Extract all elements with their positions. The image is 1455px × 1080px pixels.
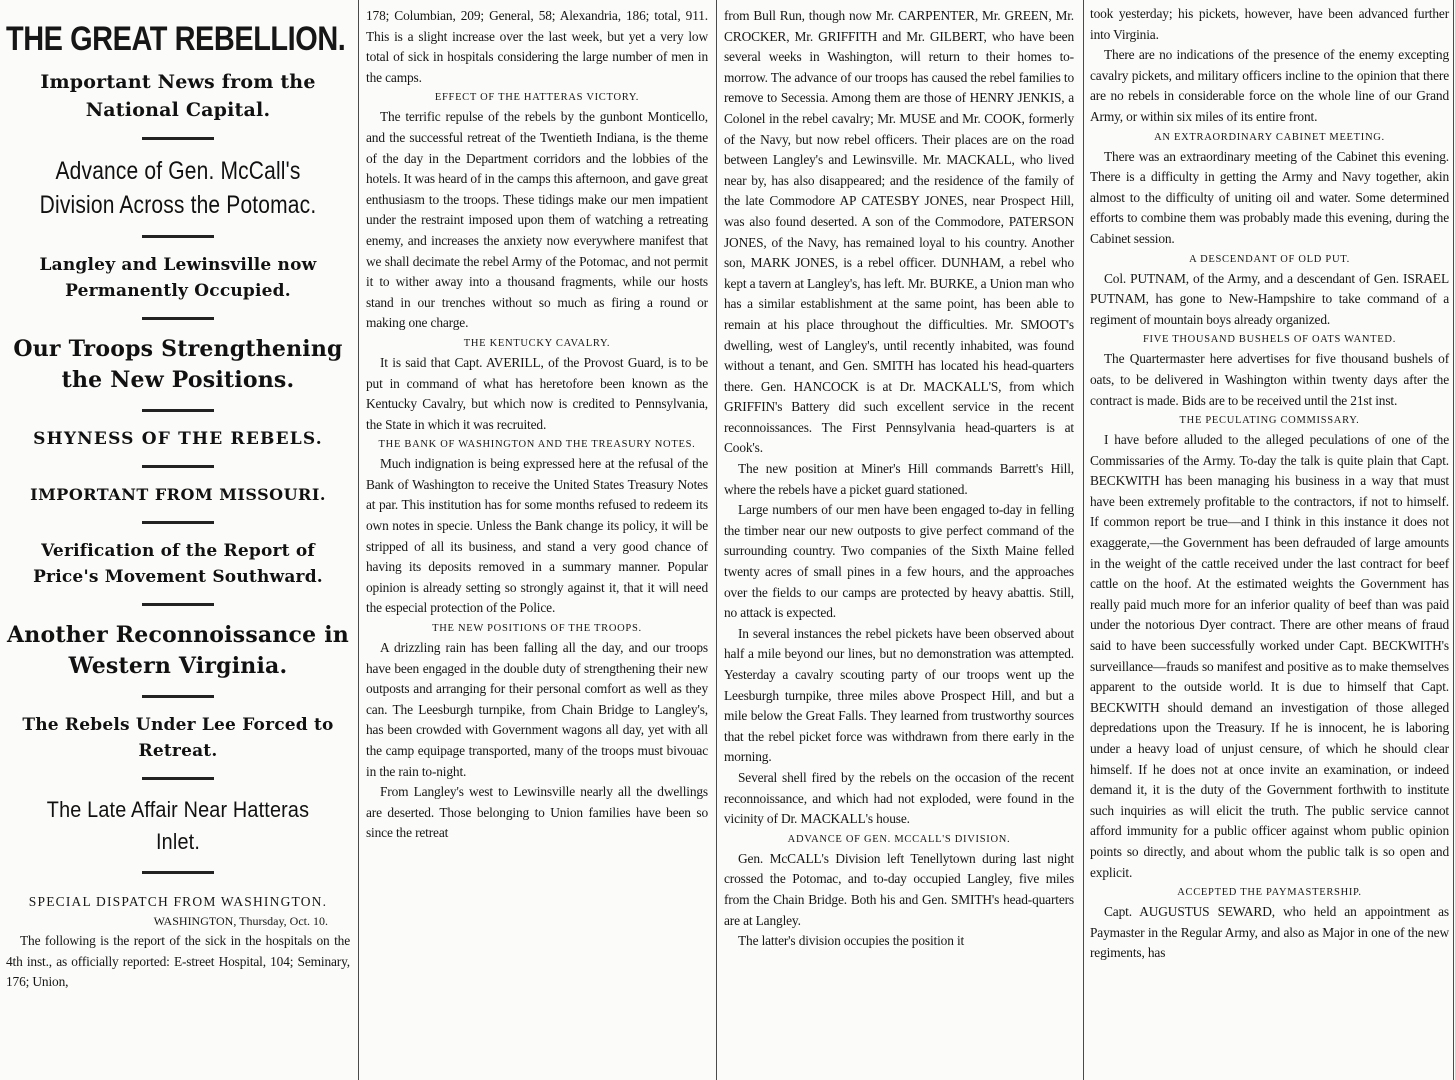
headline-9: The Rebels Under Lee Forced to Retreat. — [22, 715, 334, 761]
section-heading: ADVANCE OF GEN. MCCALL'S DIVISION. — [787, 833, 1011, 845]
section-heading: ACCEPTED THE PAYMASTERSHIP. — [1177, 887, 1362, 899]
article-paragraph: Large numbers of our men have been engaged to-day in felling the timber near our new outposts to give perfect command of the surrounding country. Two companies of the Sixth Maine felled twenty acres of small pines in a few hours, and the approaches over the fields to our camps are protected by heavy abattis. Still, no attack is expected. — [724, 502, 1074, 621]
article-paragraph: From Langley's west to Lewinsville nearly all the dwellings are deserted. Those belonging to Union families have been so since the retreat — [366, 784, 708, 841]
section-heading: A DESCENDANT OF OLD PUT. — [1189, 253, 1350, 265]
article-paragraph: There are no indications of the presence of the enemy excepting cavalry pickets, and military officers incline to the opinion that there are no rebels in considerable force on the whole line of our Grand Army, or within six miles of its entire front. — [1090, 47, 1449, 124]
article-paragraph: Several shell fired by the rebels on the occasion of the recent reconnoissance, and which had not exploded, were found in the vicinity of Dr. MACKALL's house. — [724, 769, 1074, 827]
column-rule-3 — [1083, 0, 1084, 1080]
headline-5: SHYNESS OF THE REBELS. — [33, 429, 323, 449]
article-paragraph: The new position at Miner's Hill commands Barrett's Hill, where the rebels have a picket guard stationed. — [724, 461, 1074, 497]
column-3 — [720, 0, 1080, 1080]
column-rule-1 — [358, 0, 359, 1080]
article-paragraph: The terrific repulse of the rebels by the gunbont Monticello, and the successful retreat of the Twentieth Indiana, is the theme of the day in the Department corridors and the lobbies of the hotels. It was heard of in the camps this afternoon, and gave great enthusiasm to the troops. These tidings make our men impatient under the restraint imposed upon them of watching a retreating enemy, and increases the anxiety now everywhere manifest that we shall decimate the rebel Army of the Potomac, and not permit it to wither away into a thousand fragments, while our hosts stand in our trenches without so much as firing a round or making one charge. — [366, 109, 708, 331]
headline-7: Verification of the Report of Price's Movement Southward. — [33, 541, 323, 587]
column-1 — [0, 0, 356, 1080]
headline-divider — [142, 317, 214, 320]
main-title: THE GREAT REBELLION. — [6, 20, 346, 58]
section-heading: THE KENTUCKY CAVALRY. — [463, 337, 611, 349]
column-4 — [1086, 0, 1455, 1080]
section-heading: AN EXTRAORDINARY CABINET MEETING. — [1154, 131, 1385, 143]
article-paragraph: 178; Columbian, 209; General, 58; Alexandria, 186; total, 911. This is a slight increase over the last week, but yet a very low total of sick in hospitals considering the large number of men in the camps. — [366, 8, 708, 85]
headline-3: Langley and Lewinsville now Permanently Occupied. — [39, 255, 317, 301]
headline-8: Another Reconnoissance in Western Virginia. — [7, 622, 349, 679]
headline-4: Our Troops Strengthening the New Positions. — [13, 336, 343, 393]
dispatch-heading: SPECIAL DISPATCH FROM WASHINGTON. — [28, 894, 328, 909]
headline-divider — [142, 777, 214, 780]
article-paragraph: The following is the report of the sick in the hospitals on the 4th inst., as officially reported: E-street Hospital, 104; Seminary, 176; Union, — [6, 933, 350, 990]
section-heading: THE BANK OF WASHINGTON AND THE TREASURY NOTES. — [378, 439, 696, 451]
headline-6: IMPORTANT FROM MISSOURI. — [30, 485, 326, 504]
article-paragraph: Gen. McCALL's Division left Tenellytown during last night crossed the Potomac, and to-day occupied Langley, five miles from the Chain Bridge. Both his and Gen. SMITH's head-quarters are at Langley. — [724, 850, 1074, 928]
headline-1: Important News from the National Capital. — [40, 71, 316, 121]
article-paragraph: took yesterday; his pickets, however, have been advanced further into Virginia. — [1090, 6, 1449, 42]
headline-divider — [142, 521, 214, 524]
section-heading: THE NEW POSITIONS OF THE TROOPS. — [432, 623, 642, 635]
article-paragraph: In several instances the rebel pickets have been observed about half a mile beyond our lines, but no demonstration was attempted. Yesterday a cavalry scouting party of our troops went up the Leesburgh turnpike, three miles above Prospect Hill, and but a mile below the Great Falls. They learned from trustworthy sources that the rebel picket force was withdrawn from there early in the morning. — [724, 625, 1074, 765]
dateline: WASHINGTON, Thursday, Oct. 10. — [153, 914, 328, 928]
headline-divider — [142, 871, 214, 874]
article-paragraph: Capt. AUGUSTUS SEWARD, who held an appointment as Paymaster in the Regular Army, and also as Major in one of the new regiments, has — [1090, 904, 1449, 961]
column-2 — [362, 0, 714, 1080]
article-paragraph: A drizzling rain has been falling all the day, and our troops have been engaged in the double duty of strengthening their new outposts and arranging for their personal comfort as well as they can. The Leesburgh turnpike, from Chain Bridge to Langley's, has been crowded with Government wagons all day, yet with all the camp equipage transported, many of the troops must bivouac in the rain to-night. — [366, 640, 708, 779]
section-heading: EFFECT OF THE HATTERAS VICTORY. — [434, 92, 640, 104]
section-heading: FIVE THOUSAND BUSHELS OF OATS WANTED. — [1142, 334, 1397, 346]
headline-divider — [142, 137, 214, 140]
article-paragraph: There was an extraordinary meeting of the Cabinet this evening. There is a difficulty in getting the Army and Navy together, akin almost to the difficulty of uniting oil and water. Some determined efforts to combine them was probably made this evening, during the Cabinet session. — [1090, 148, 1449, 246]
article-paragraph: It is said that Capt. AVERILL, of the Provost Guard, is to be put in command of what has heretofore been known as the Kentucky Cavalry, but which now is credited to Pennsylvania, the State in which it was recruited. — [366, 354, 708, 432]
section-heading: THE PECULATING COMMISSARY. — [1179, 415, 1360, 427]
headline-divider — [142, 603, 214, 606]
column-rule-2 — [716, 0, 717, 1080]
headline-2: Advance of Gen. McCall's Division Across the Potomac. — [39, 157, 317, 219]
article-paragraph: from Bull Run, though now Mr. CARPENTER, Mr. GREEN, Mr. CROCKER, Mr. GRIFFITH and Mr. GILBERT, who have been several weeks in Washington, will return to their homes to-morrow. The advance of our troops has caused the rebel families to remove to Secessia. Among them are those of HENRY JENKIS, a Colonel in the rebel cavalry; Mr. MUSE and Mr. COOK, formerly of the Navy, but now rebel officers. Their places are on the road between Langley's and Lewinsville. Mr. MACKALL, who lived near by, has also disappeared; and the residence of the family of the late Commodore AP CATESBY JONES, near Prospect Hill, was also found deserted. A son of the Commodore, PATERSON JONES, of the Navy, has remained loyal to his country. Another son, MARK JONES, is a rebel officer. DUNHAM, a rebel who kept a tavern at Langley's, has left. Mr. BURKE, a Union man who has a similar establishment at the same point, has been able to remain at his place throughout the difficulties. Mr. SMOOT's dwelling, west of Langley's, until recently inhabited, was found without a tenant, and Gen. SMITH has located his head-quarters there. Gen. HANCOCK is at Dr. MACKALL'S, from which GRIFFIN's Battery did such excellent service in the recent reconnoissances. The First Pennsylvania head-quarters is at Cook's. — [724, 8, 1074, 456]
headline-divider — [142, 465, 214, 468]
article-paragraph: The latter's division occupies the position it — [738, 933, 965, 949]
headline-divider — [142, 695, 214, 698]
headline-divider — [142, 235, 214, 238]
article-paragraph: Much indignation is being expressed here at the refusal of the Bank of Washington to receive the United States Treasury Notes at par. This institution has for some months refused to redeem its own notes in specie. Unless the Bank change its policy, it will be stripped of all its business, and stand a very good chance of having its deposits removed in a summary manner. Popular opinion is already setting so strongly against it, that it will need the especial protection of the Police. — [366, 456, 708, 616]
headline-10: The Late Affair Near Hatteras Inlet. — [46, 797, 310, 854]
article-paragraph: The Quartermaster here advertises for five thousand bushels of oats, to be delivered in Washington within twenty days after the contract is made. Bids are to be received until the 21st inst. — [1090, 351, 1449, 408]
article-paragraph: Col. PUTNAM, of the Army, and a descendant of Gen. ISRAEL PUTNAM, has gone to New-Hampshire to take command of a regiment of mountain boys already organized. — [1090, 270, 1449, 327]
article-paragraph: I have before alluded to the alleged peculations of one of the Commissaries of the Army. To-day the talk is quite plain that Capt. BECKWITH has been managing his business in a way that must have been extremely profitable to the contractors, if not to himself. If common report be true—and I think in this instance it does not exaggerate,—the Government has been defrauded of large amounts in the weight of the cattle received under the last contract for beef cattle on the hoof. At the estimated weights the Government has really paid much more for an inferior quality of beef than was paid under the notorious Dyer contract. There are other means of fraud said to have been successfully worked under Capt. BECKWITH's surveillance—frauds so manifest and positive as to make themselves apparent to the outside world. It is due to himself that Capt. BECKWITH should demand an investigation of those alleged depredations upon the Treasury. If he is innocent, he is laboring under a heavy load of unjust censure, of which he should clear himself. If he does not at once invite an examination, or indeed demand it, it is the duty of the Government forthwith to institute such inquiries as will elicit the truth. The public service cannot afford immunity for a public officer against whom public opinion points so directly, and about whom the public talk is so open and explicit. — [1090, 432, 1449, 880]
headline-divider — [142, 409, 214, 412]
